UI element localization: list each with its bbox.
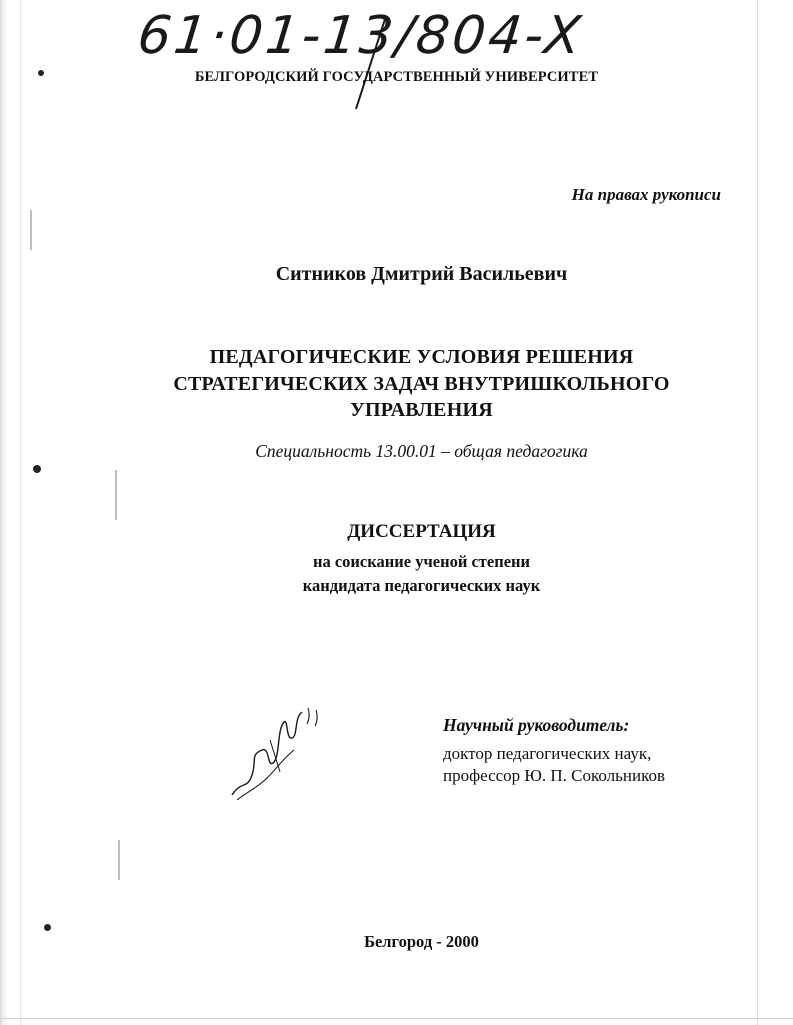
binding-hole-middle bbox=[33, 465, 41, 473]
city-year: Белгород - 2000 bbox=[364, 932, 479, 951]
thesis-title-line-1: ПЕДАГОГИЧЕСКИЕ УСЛОВИЯ РЕШЕНИЯ bbox=[209, 346, 634, 368]
manuscript-note: На правах рукописи bbox=[571, 185, 721, 204]
thesis-title-line-3: УПРАВЛЕНИЯ bbox=[350, 399, 493, 421]
author-name: Ситников Дмитрий Васильевич bbox=[275, 263, 568, 285]
thesis-title-line-2: СТРАТЕГИЧЕСКИХ ЗАДАЧ ВНУТРИШКОЛЬНОГО bbox=[173, 373, 670, 395]
degree-line-1: на соискание ученой степени bbox=[312, 552, 531, 571]
supervisor-heading: Научный руководитель: bbox=[443, 715, 630, 735]
university-name: БЕЛГОРОДСКИЙ ГОСУДАРСТВЕННЫЙ УНИВЕРСИТЕТ bbox=[194, 69, 599, 85]
dissertation-label: ДИССЕРТАЦИЯ bbox=[347, 521, 496, 542]
supervisor-degree: доктор педагогических наук, bbox=[443, 744, 652, 763]
speciality: Специальность 13.00.01 – общая педагогика bbox=[255, 441, 588, 461]
scan-bottom-edge bbox=[0, 1018, 793, 1019]
binding-hole-bottom bbox=[44, 924, 51, 931]
handwritten-catalogue-code: 61·01-13/804-X bbox=[134, 6, 587, 66]
handwritten-slash-strokes bbox=[128, 4, 608, 114]
supervisor-name: профессор Ю. П. Сокольников bbox=[443, 766, 666, 785]
scan-speckle bbox=[30, 210, 32, 250]
scan-line-right bbox=[757, 0, 758, 1025]
degree-line-2: кандидата педагогических наук bbox=[302, 576, 541, 595]
scan-speckle bbox=[118, 840, 120, 880]
handwritten-signature bbox=[222, 700, 332, 810]
scan-speckle bbox=[115, 470, 117, 520]
scan-line-left bbox=[20, 0, 21, 1025]
scan-left-edge bbox=[0, 0, 8, 1025]
